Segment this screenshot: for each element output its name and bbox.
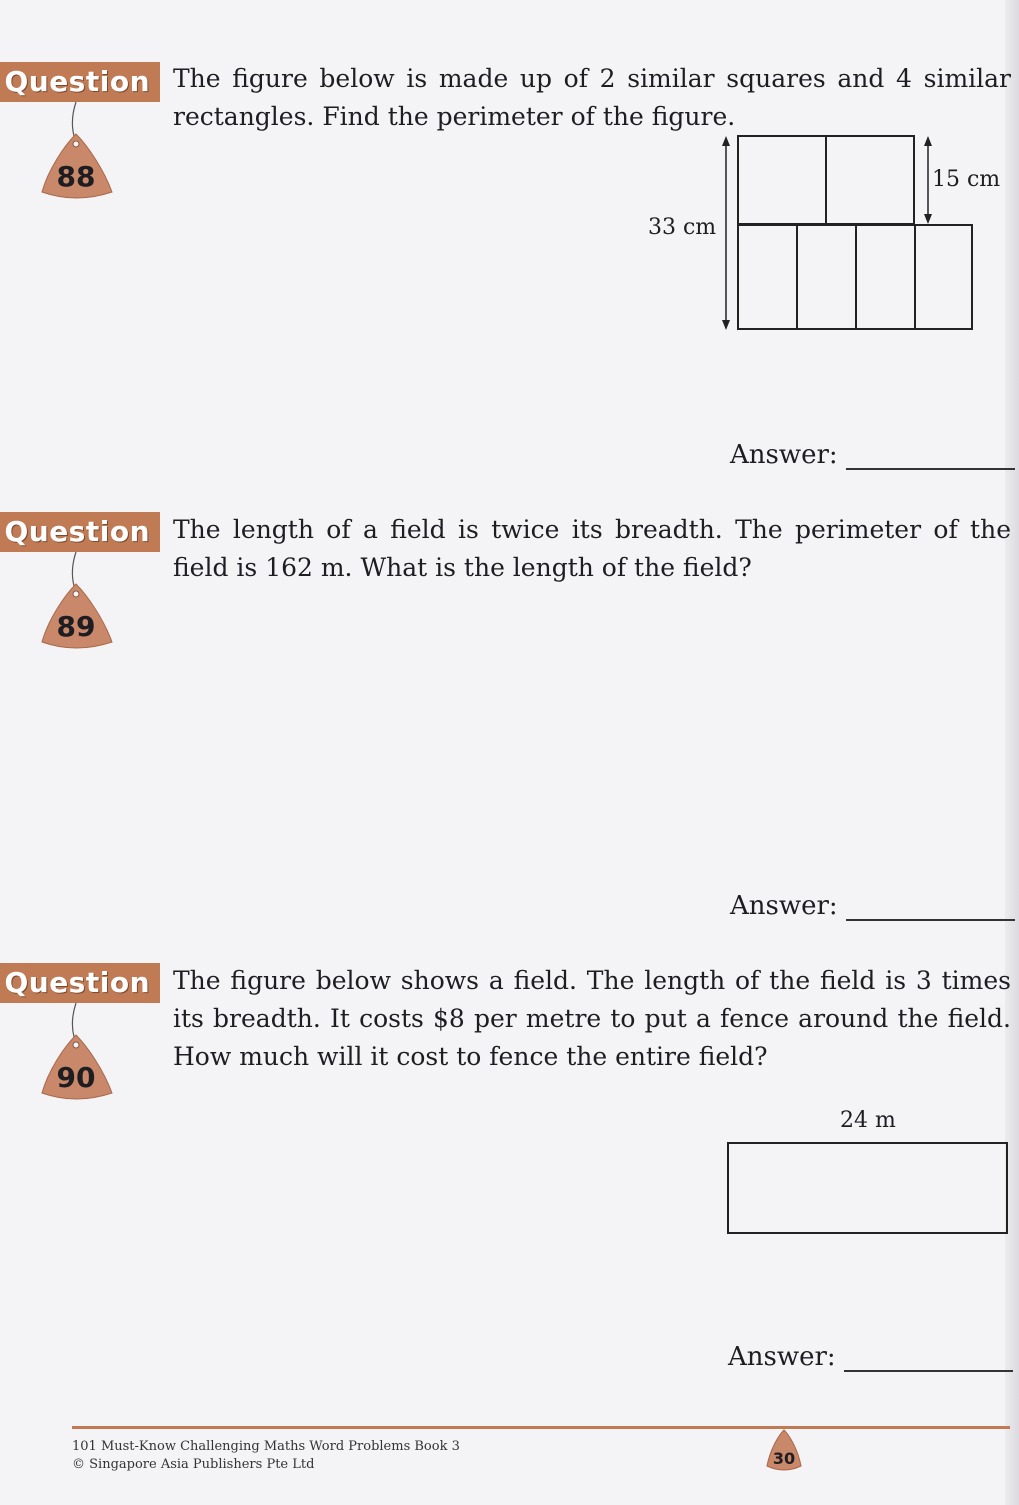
question-89-number: 89	[56, 610, 96, 643]
figure-88-height-label: 33 cm	[648, 215, 717, 240]
tag-hole	[73, 1042, 79, 1048]
tag-string	[72, 1003, 76, 1037]
square-left	[738, 136, 826, 224]
question-88-figure	[700, 130, 990, 340]
rectangle-4	[915, 225, 972, 329]
footer-book-title: 101 Must-Know Challenging Maths Word Problems Book 3	[72, 1439, 460, 1454]
figure-88-side-label: 15 cm	[932, 167, 1001, 192]
rectangle-3	[856, 225, 915, 329]
question-89-tag	[36, 550, 116, 650]
footer-rule	[72, 1426, 1010, 1429]
question-90-text: The figure below shows a field. The length of the field is 3 times its breadth. It costs $8 per metre to put a fence around the field. How much will it cost to fence the entire field?	[173, 966, 1011, 1071]
answer-line[interactable]	[846, 901, 1015, 921]
answer-label: Answer:	[730, 891, 838, 921]
question-88-text: The figure below is made up of 2 similar squares and 4 similar rectangles. Find the perimeter of the figure.	[173, 64, 1011, 131]
rectangle-1	[738, 225, 797, 329]
tag-hole	[73, 141, 79, 147]
page-number-tag	[764, 1428, 804, 1472]
square-right	[826, 136, 914, 224]
page-edge	[1005, 0, 1019, 1505]
answer-line[interactable]	[846, 450, 1015, 470]
question-89-banner: Question	[0, 512, 160, 552]
footer-copyright: © Singapore Asia Publishers Pte Ltd	[72, 1457, 315, 1472]
question-88-banner: Question	[0, 62, 160, 102]
question-89-answer[interactable]	[730, 891, 1015, 921]
question-90-banner: Question	[0, 963, 160, 1003]
field-rectangle	[727, 1142, 1008, 1234]
question-88-number: 88	[56, 160, 96, 193]
question-90-tag	[36, 1001, 116, 1101]
question-88-answer[interactable]	[730, 440, 1015, 470]
tag-string	[72, 552, 76, 586]
answer-line[interactable]	[844, 1352, 1013, 1372]
question-88-tag	[36, 100, 116, 200]
figure-90-length-label: 24 m	[840, 1108, 896, 1133]
question-89-text: The length of a field is twice its breadth. The perimeter of the field is 162 m. What is the length of the field?	[173, 515, 1011, 582]
answer-label: Answer:	[730, 440, 838, 470]
page-number: 30	[772, 1449, 796, 1468]
rectangle-2	[797, 225, 856, 329]
tag-string	[72, 102, 76, 136]
question-90-number: 90	[56, 1061, 96, 1094]
answer-label: Answer:	[728, 1342, 836, 1372]
tag-hole	[73, 591, 79, 597]
question-90-answer[interactable]	[728, 1342, 1013, 1372]
